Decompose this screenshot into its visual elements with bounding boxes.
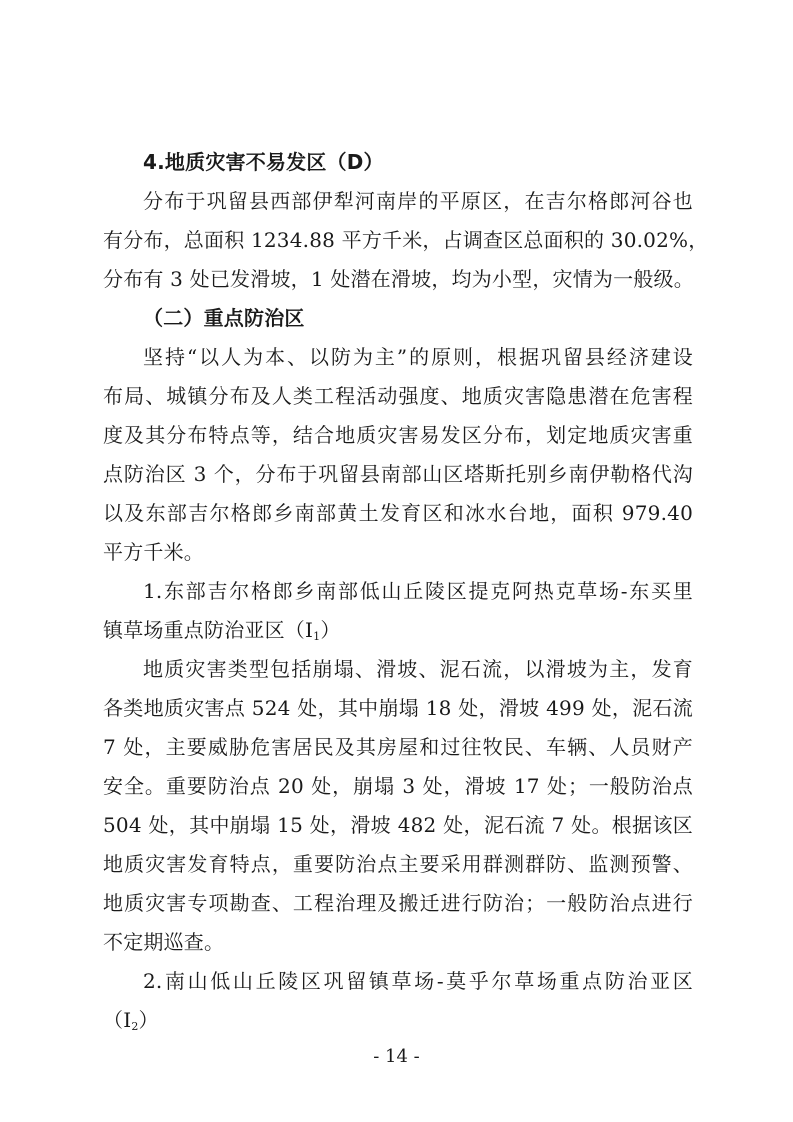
- paragraph-line: 平方千米。: [103, 540, 204, 564]
- paragraph-line: 地质灾害类型包括崩塌、滑坡、泥石流，以滑坡为主，发育: [143, 657, 693, 681]
- bracket-open: （: [103, 1008, 124, 1032]
- zone-symbol: Ⅰ: [123, 1008, 132, 1032]
- bracket-close: ）: [138, 1008, 159, 1032]
- paragraph-line: 不定期巡查。: [103, 930, 225, 954]
- paragraph-line: 地质灾害发育特点，重要防治点主要采用群测群防、监测预警、: [103, 852, 693, 876]
- subsection-title-i1: 1.东部吉尔格郎乡南部低山丘陵区提克阿热克草场-东买里: [143, 579, 693, 603]
- paragraph-line: 分布有 3 处已发滑坡，1 处潜在滑坡，均为小型，灾情为一般级。: [103, 267, 694, 291]
- paragraph-line: 7 处，主要威胁危害居民及其房屋和过往牧民、车辆、人员财产: [103, 735, 693, 759]
- paragraph-line: 布局、城镇分布及人类工程活动强度、地质灾害隐患潜在危害程: [103, 384, 693, 408]
- paragraph-line: 度及其分布特点等，结合地质灾害易发区分布，划定地质灾害重: [103, 423, 693, 447]
- paragraph-line: 安全。重要防治点 20 处，崩塌 3 处，滑坡 17 处；一般防治点: [103, 774, 693, 798]
- section-heading-key-areas: （二）重点防治区: [143, 306, 305, 330]
- zone-subscript: 2: [131, 1020, 139, 1033]
- section-heading-d: 4.地质灾害不易发区（D）: [143, 150, 384, 174]
- paragraph-line: 504 处，其中崩塌 15 处，滑坡 482 处，泥石流 7 处。根据该区: [103, 813, 693, 837]
- paragraph-line: 坚持“以人为本、以防为主”的原则，根据巩留县经济建设: [143, 345, 693, 369]
- title-text: 镇草场重点防治亚区（: [103, 618, 305, 642]
- paragraph-line: 分布于巩留县西部伊犁河南岸的平原区，在吉尔格郎河谷也: [143, 189, 693, 213]
- zone-subscript: 1: [313, 630, 321, 643]
- subsection-title-i2-cont: [103, 1006, 693, 1034]
- subsection-title-i2: 2.南山低山丘陵区巩留镇草场-莫乎尔草场重点防治亚区: [143, 969, 693, 993]
- paragraph-line: 各类地质灾害点 524 处，其中崩塌 18 处，滑坡 499 处，泥石流: [103, 696, 693, 720]
- zone-symbol: Ⅰ: [305, 618, 314, 642]
- bracket-close: ）: [320, 618, 341, 642]
- subsection-title-i1-cont: [103, 616, 693, 644]
- paragraph-line: 以及东部吉尔格郎乡南部黄土发育区和冰水台地，面积 979.40: [103, 501, 693, 525]
- paragraph-line: 地质灾害专项勘查、工程治理及搬迁进行防治；一般防治点进行: [103, 891, 693, 915]
- paragraph-line: 有分布，总面积 1234.88 平方千米，占调查区总面积的 30.02%，: [103, 228, 709, 252]
- paragraph-line: 点防治区 3 个，分布于巩留县南部山区塔斯托别乡南伊勒格代沟: [103, 462, 693, 486]
- page-number: - 14 -: [373, 1046, 420, 1067]
